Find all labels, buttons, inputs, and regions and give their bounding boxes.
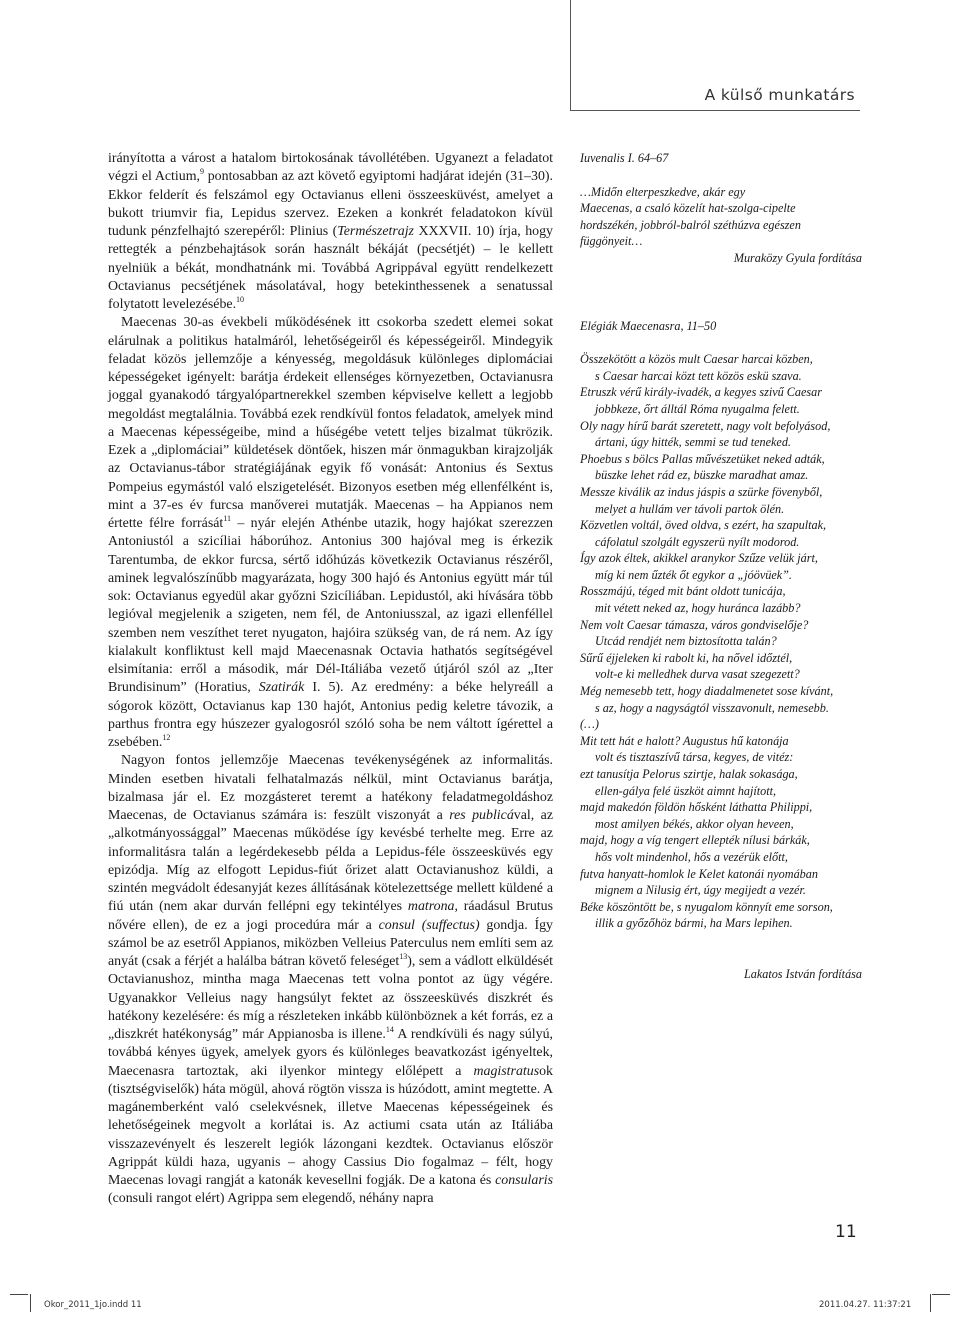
crop-mark (930, 1294, 931, 1312)
crop-mark (30, 1294, 31, 1312)
quote2-line: mignem a Nilusig ért, úgy megijedt a vezér. (595, 883, 806, 898)
quote2-line: ellen-gálya felé üszköt aimnt hajított, (595, 783, 777, 798)
quote2-line: (…) (580, 717, 599, 732)
footnote-ref: 11 (223, 514, 231, 523)
crop-mark (932, 1294, 950, 1295)
quote1-line: hordszékén, jobbról-balról széthúzva egészen (580, 217, 801, 232)
quote2-line: futva hanyatt-homlok le Kelet katonái nyomában (580, 866, 818, 881)
quote1-source: Iuvenalis I. 64–67 (580, 151, 669, 165)
quote2-line: hős volt mindenhol, hős a vezérük előtt, (595, 849, 788, 864)
crop-mark (10, 1294, 28, 1295)
quote2-line: Messze kiválik az indus jáspis a szürke fövenyből, (580, 484, 823, 499)
paragraph-2: Maecenas 30-as évekbeli működésének itt csokorba szedett elemei sokat elárulnak a politikus hatalmáról, lehetőségeiről és képességeiről. Mindegyik feladat közös jellemzője a kényesség, megoldásuk különleges diplomáciai képességeket igényelt: barátja érdekeit ellenséges környezetben, Octavianusra joggal gyanakodó tárgyalópartnerekkel szemben képviselve kellett a legjobb megoldást megtalálnia. Továbbá ezek rendkívül fontos feladatok, amelyek mind a Maecenas képességeibe, mind a hűségébe vetett teljes bizalmat tükrözik. Ezek a „diplomáciai” küldetések döntőek, hiszen már önmagukban kirajzolják az Octavianus-tábor stratégiájának egyik fő vonását: Antonius és Sextus Pompeius egymástól való elszigetelését. Bizonyos esetben még ellenfélként is, mint a 37-es év furcsa manőverei mutatják. Maecenas – ha Appianos nem értette félre forrását$^{11}$ – nyár elején Athénbe utazik, hogy hajókat szerezzen Antoniustól a szicíliai háborúhoz. Antonius 300 hajóval meg is érkezik Tarentumba, de ekkor furcsa, sértő időhúzás következik Octavianus részéről, aminek legvalószínűbb magyarázata, hogy 300 hajó és Antonius együtt már túl sok: Octavianus egyedül akar győzni Szicíliában. Lepidustól, aki hívására több legióval megjelenik a szigeten, nem fél, de Antoniusszal, az igazi ellenféllel szemben nem veszíthet teret nyugaton, hajóira szükség van, de rá nem. Az így kialakult konfliktust kell majd Maecenasnak Octavia hathatós segítségével elsimítania: erről a második, már Dél-Itáliába vezető útjáról szól az „Iter Brundisinum” (Horatius, Szatirák I. 5). Az eredmény: a béke helyreáll a sógorok között, Octavianus kap 130 hajót, Antonius pedig keletre távozik, a parthus frontra egy húszezer gyalogosról szóló soha be nem váltott ígérettel a zsebében.$^{12}$ (108, 315, 553, 750)
quote2-line: Közvetlen voltál, öved oldva, s ezért, ha szapultak, (580, 518, 827, 533)
footer-filename: Okor_2011_1jo.indd 11 (44, 1300, 142, 1310)
quote2-line: majd makedón földön hősként láthatta Philippi, (580, 800, 813, 815)
quote2-line: Oly nagy hírű barát szeretett, nagy volt befolyásod, (580, 418, 831, 433)
quote2-line: Így azok éltek, akikkel aranykor Szűze velük járt, (580, 551, 818, 566)
quote1-line: függönyeit… (580, 234, 643, 249)
quote2-line: Sűrű éjjeleken ki rabolt ki, ha nővel időztél, (580, 650, 793, 665)
quote2-line: Még nemesebb tett, hogy diadalmenetet sose kívánt, (580, 684, 834, 699)
quote2-line: Phoebus s bölcs Pallas művészetüket neked adták, (580, 451, 825, 466)
footer-timestamp: 2011.04.27. 11:37:21 (819, 1300, 912, 1310)
quote2-line: melyet a hullám ver távoli partok ölén. (595, 501, 785, 516)
header-rule (570, 0, 571, 110)
quote2-line: illik a győzőhöz bármi, ha Mars lepihen. (595, 916, 793, 931)
quote2-line: mit vétett neked az, hogy huránca lazább? (595, 601, 801, 616)
quote2-translator: Lakatos István fordítása (743, 966, 862, 981)
quote2-line: Béke köszöntött be, s nyugalom könnyít eme sorson, (580, 899, 833, 914)
quote2-line: s az, hogy a nagyságtól visszavonult, nemesebb. (595, 700, 829, 715)
quote2-line: cáfolatul szolgált egyszerü nyílt modorod. (595, 534, 800, 549)
footnote-ref: 9 (199, 167, 204, 177)
quote2-line: Etruszk vérű király-ivadék, a kegyes szivű Caesar (580, 385, 822, 400)
footnote-ref: 12 (162, 733, 171, 742)
quote2-line: most amilyen békés, akkor olyan heveen, (595, 816, 794, 831)
page-number: 11 (835, 1222, 857, 1242)
quote2-line: ezt tanusítja Pelorus szirtje, halak sokasága, (580, 767, 798, 781)
quote2-line: jobbkeze, őrt álltál Róma nyugalma felett. (595, 401, 800, 416)
quote2-line: ártani, úgy hitték, semmi se tud teneked. (595, 435, 791, 450)
quote2-lines (580, 351, 862, 932)
quote2-line: s Caesar harcai közt tett közös eskü szava. (595, 368, 802, 383)
paragraph-3: Nagyon fontos jellemzője Maecenas tevékenységének az informalitás. Minden esetben hivatali felhatalmazás nélkül, mint Octavianus barátja, bizalmasa jár el. Ez mozgásteret teremt a hatékony feladatmegoldáshoz Maecenas, de Octavianus számára is: feszült viszonyát a res publicával, az „alkotmányossággal” Maecenas működése így kevésbé terhelte meg. Erre az informalitásra talán a legérdekesebb példa a Lepidus-féle összeesküvés egy epizódja. Míg az elfogott Lepidus-fiút őrizet alatt Octavianushoz küldi, a szintén megvádolt édesanyját kezes állításának kötelezettsége mellett küldené a fiú után (nem akar durván fellépni egy tekintélyes matrona, ráadásul Brutus nővére ellen), de ez a jogi procedúra már a consul (suffectus) gondja. Így számol be az esetről Appianos, miközben Velleius Paterculus nem említi sem az anyát (csak a férjét a halálba bátran követő feleséget$^{13}$), sem a vádlott elküldését Octavianushoz, mintha maga Maecenas tett volna pontot az ügy végére. Ugyanakkor Velleius nagy hangsúlyt fektet az összeesküvés diszkrét és hatékony kezelésére: és míg a részleteken inkább különböznek a két forrás, ez a „diszkrét hatékonyság” már Appianosba is illene.$^{14}$ A rendkívüli és nagy súlyú, továbbá kényes ügyek, amelyek gyors és különleges beavatkozást igényeltek, Maecenasra tartoztak, aki ilyenkor mintegy előlépett a magistratusok (tisztségviselők) háta mögül, ahová rögtön vissza is húzódott, amint megtette. A magánemberként való cselekvésnek, illetve Maecenas képességeinek és lehetőségeinek megvolt a korlátai is. Az actiumi csata után az Itáliába visszazevényelt és leszerelt legiók lázongani kezdtek. Octavianus először Agrippát küldi haza, ugyanis – ahogy Cassius Dio fogalmaz – félt, hogy Maecenas lovagi rangját a katonák kevesellni fogják. De a katona és consularis (consuli rangot elért) Agrippa sem elegendő, néhány napra (108, 753, 554, 1207)
quote2-line: Utcád rendjét nem biztosította talán? (595, 634, 777, 649)
quote2-line: büszke lehet rád ez, büszke maradhat amaz. (595, 468, 809, 483)
running-header-title: A külső munkatárs (704, 86, 855, 104)
quote2-line: volt és tisztaszívű társa, kegyes, de vitéz: (595, 750, 794, 765)
quote2-line: Nem volt Caesar támasza, város gondviselője? (580, 617, 809, 632)
sidebar-quotes (580, 150, 862, 983)
quote2-line: volt-e ki melledhek durva vasat szegezett? (595, 667, 800, 682)
quote1-line: …Midőn elterpeszkedve, akár egy (580, 184, 746, 199)
quote2-source: Elégiák Maecenasra, 11–50 (580, 318, 717, 333)
quote2-line: majd, hogy a víg tengert ellepték nílusi bárkák, (580, 833, 810, 848)
quote2-line: Összekötött a közös mult Caesar harcai közben, (580, 352, 813, 367)
main-text-column (108, 150, 553, 1209)
paragraph-1: irányította a várost a hatalom birtokosának távollétében. Ugyanezt a feladatot végzi el Actium,$^9$ pontosabban az azt követő egyiptomi hadjárat idején (31–30). Ekkor felderít és felszámol egy Octavianus elleni összeesküvést, amelyet a bukott triumvir fia, Lepidus szervez. Ezeken a konkrét feladatokon kívül tudunk pénzfelhajtó szerepéről: Plinius (Természetrajz XXXVII. 10) írja, hogy rettegték a pénzbehajtások során használt békáját (pecsétjét) – le kellett nyelniük a békát, mondhatnánk mi. Továbbá Agrippával együtt rendelkezett Octavianus pecsétjének másolatával, hogy betekinthessenek a senatussal folytatott levelezésébe.$^{10}$ (108, 151, 553, 312)
quote2-line: míg ki nem űzték őt egykor a „jóövüek”. (595, 567, 792, 582)
quote1-line: Maecenas, a csaló közelít hat-szolga-cipelte (580, 201, 796, 216)
quote2-line: Rosszmájú, téged mit bánt oldott tunicája, (580, 584, 786, 599)
quote1-translator: Muraközy Gyula fordítása (733, 250, 862, 265)
quote2-line: Mit tett hát e halott? Augustus hű katonája (580, 733, 789, 748)
footnote-ref: 14 (385, 1025, 394, 1034)
footnote-ref: 10 (236, 295, 245, 304)
footnote-ref: 13 (399, 952, 408, 961)
header-underline (570, 110, 860, 111)
